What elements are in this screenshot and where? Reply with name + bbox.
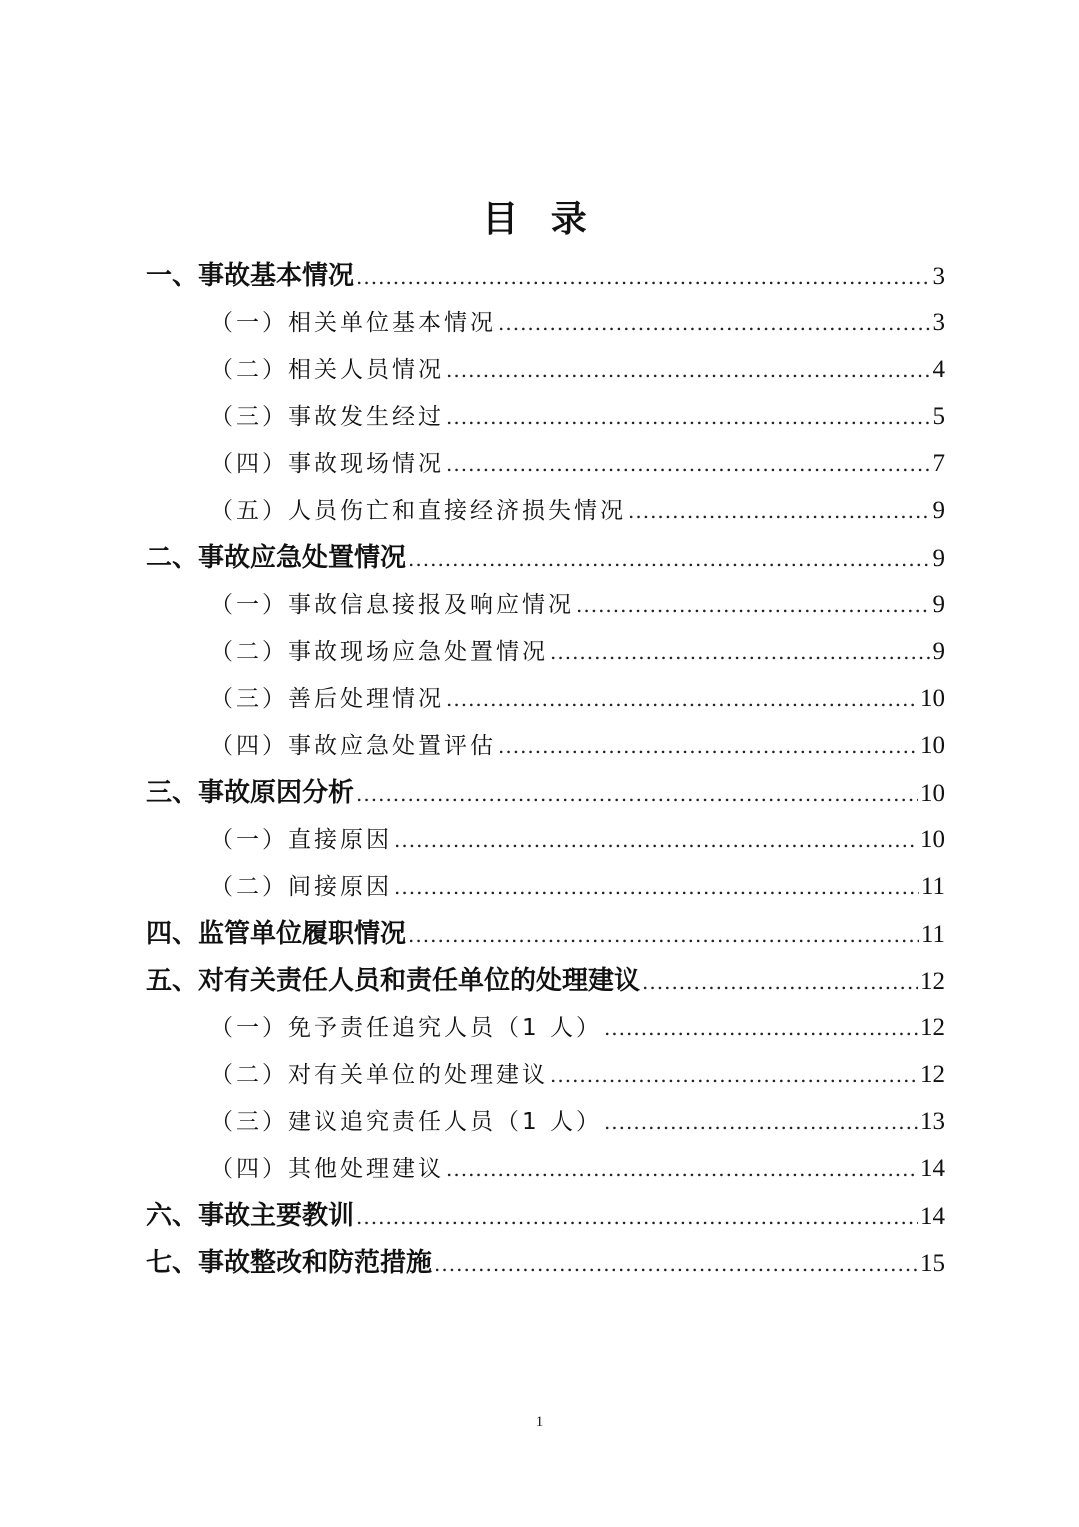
toc-entry-label: （一）事故信息接报及响应情况 <box>210 592 574 618</box>
toc-entry[interactable] <box>210 632 945 672</box>
toc-entry-page: 4 <box>932 356 945 383</box>
toc-entry[interactable] <box>210 1149 945 1189</box>
toc-entry-label: （三）建议追究责任人员（1 人） <box>210 1109 602 1135</box>
dot-leader <box>394 867 919 907</box>
dot-leader <box>604 1102 918 1142</box>
toc-entry[interactable] <box>210 1008 945 1048</box>
toc-entry-page: 9 <box>932 545 945 572</box>
toc-entry-label: （三）事故发生经过 <box>210 404 444 430</box>
toc-entry-label: （一）直接原因 <box>210 827 392 853</box>
toc-entry-page: 14 <box>920 1203 945 1230</box>
toc-entry[interactable] <box>210 397 945 437</box>
toc-entry-label: 三、事故原因分析 <box>146 778 355 808</box>
toc-entry[interactable] <box>146 256 945 296</box>
toc-entry[interactable] <box>146 773 945 813</box>
toc-entry-label: （五）人员伤亡和直接经济损失情况 <box>210 498 626 524</box>
toc-entry-label: （二）相关人员情况 <box>210 357 444 383</box>
toc-entry-label: （四）事故应急处置评估 <box>210 733 496 759</box>
toc-entry-page: 15 <box>920 1250 945 1277</box>
toc-entry-label: 七、事故整改和防范措施 <box>146 1248 433 1278</box>
toc-entry-page: 10 <box>920 685 945 712</box>
dot-leader <box>446 679 918 719</box>
toc-entry[interactable] <box>146 961 945 1001</box>
toc-entry[interactable] <box>146 538 945 578</box>
toc-entry[interactable] <box>210 350 945 390</box>
toc-entry-page: 12 <box>920 968 945 995</box>
toc-entry[interactable] <box>146 1196 945 1236</box>
toc-entry-page: 9 <box>932 591 945 618</box>
toc-entry[interactable] <box>210 303 945 343</box>
dot-leader <box>550 632 931 672</box>
dot-leader <box>356 257 930 297</box>
toc-entry-page: 10 <box>920 732 945 759</box>
toc-entry[interactable] <box>210 867 945 907</box>
page-number: 1 <box>535 1414 544 1430</box>
toc-entry-page: 10 <box>920 826 945 853</box>
dot-leader <box>550 1055 918 1095</box>
toc-entry-label: （三）善后处理情况 <box>210 686 444 712</box>
dot-leader <box>356 1197 918 1237</box>
toc-title: 目 录 <box>482 199 597 240</box>
dot-leader <box>498 303 931 343</box>
dot-leader <box>446 444 931 484</box>
toc-entry-page: 9 <box>932 497 945 524</box>
toc-entry-page: 10 <box>920 780 945 807</box>
dot-leader <box>446 1149 918 1189</box>
dot-leader <box>394 820 918 860</box>
toc-entry-page: 11 <box>920 921 945 948</box>
toc-entry[interactable] <box>210 1102 945 1142</box>
toc-entry[interactable] <box>210 820 945 860</box>
dot-leader <box>434 1244 918 1284</box>
dot-leader <box>604 1008 918 1048</box>
dot-leader <box>446 350 931 390</box>
toc-entry-label: （二）对有关单位的处理建议 <box>210 1062 548 1088</box>
dot-leader <box>408 915 919 955</box>
toc-entry[interactable] <box>146 1243 945 1283</box>
toc-entry[interactable] <box>210 1055 945 1095</box>
dot-leader <box>576 585 931 625</box>
toc-entry-label: 四、监管单位履职情况 <box>146 919 407 949</box>
toc-entry-label: 二、事故应急处置情况 <box>146 543 407 573</box>
toc-entry-page: 14 <box>920 1155 945 1182</box>
toc-entry-page: 7 <box>932 450 945 477</box>
dot-leader <box>498 726 918 766</box>
toc-entry-label: （一）相关单位基本情况 <box>210 310 496 336</box>
toc-entry-label: （二）事故现场应急处置情况 <box>210 639 548 665</box>
dot-leader <box>642 962 918 1002</box>
toc-entry[interactable] <box>210 491 945 531</box>
toc-entry-label: （四）事故现场情况 <box>210 451 444 477</box>
toc-entry-page: 11 <box>920 873 945 900</box>
toc-entry[interactable] <box>146 914 945 954</box>
toc-entry-label: 一、事故基本情况 <box>146 261 355 291</box>
toc-entry-page: 3 <box>932 309 945 336</box>
toc-entry-page: 9 <box>932 638 945 665</box>
toc-entry-page: 12 <box>920 1014 945 1041</box>
toc-entry-label: 五、对有关责任人员和责任单位的处理建议 <box>146 966 641 996</box>
toc-entry-page: 5 <box>932 403 945 430</box>
toc-entry[interactable] <box>210 679 945 719</box>
dot-leader <box>628 491 931 531</box>
toc-entry-page: 3 <box>932 263 945 290</box>
toc-entry-label: （二）间接原因 <box>210 874 392 900</box>
toc-entry-label: 六、事故主要教训 <box>146 1201 355 1231</box>
toc-entry[interactable] <box>210 585 945 625</box>
toc-entry-page: 13 <box>920 1108 945 1135</box>
toc-entry[interactable] <box>210 726 945 766</box>
toc-entry[interactable] <box>210 444 945 484</box>
toc-entry-label: （四）其他处理建议 <box>210 1156 444 1182</box>
dot-leader <box>356 774 918 814</box>
dot-leader <box>408 539 930 579</box>
toc-entry-label: （一）免予责任追究人员（1 人） <box>210 1015 602 1041</box>
toc-entry-page: 12 <box>920 1061 945 1088</box>
dot-leader <box>446 397 931 437</box>
